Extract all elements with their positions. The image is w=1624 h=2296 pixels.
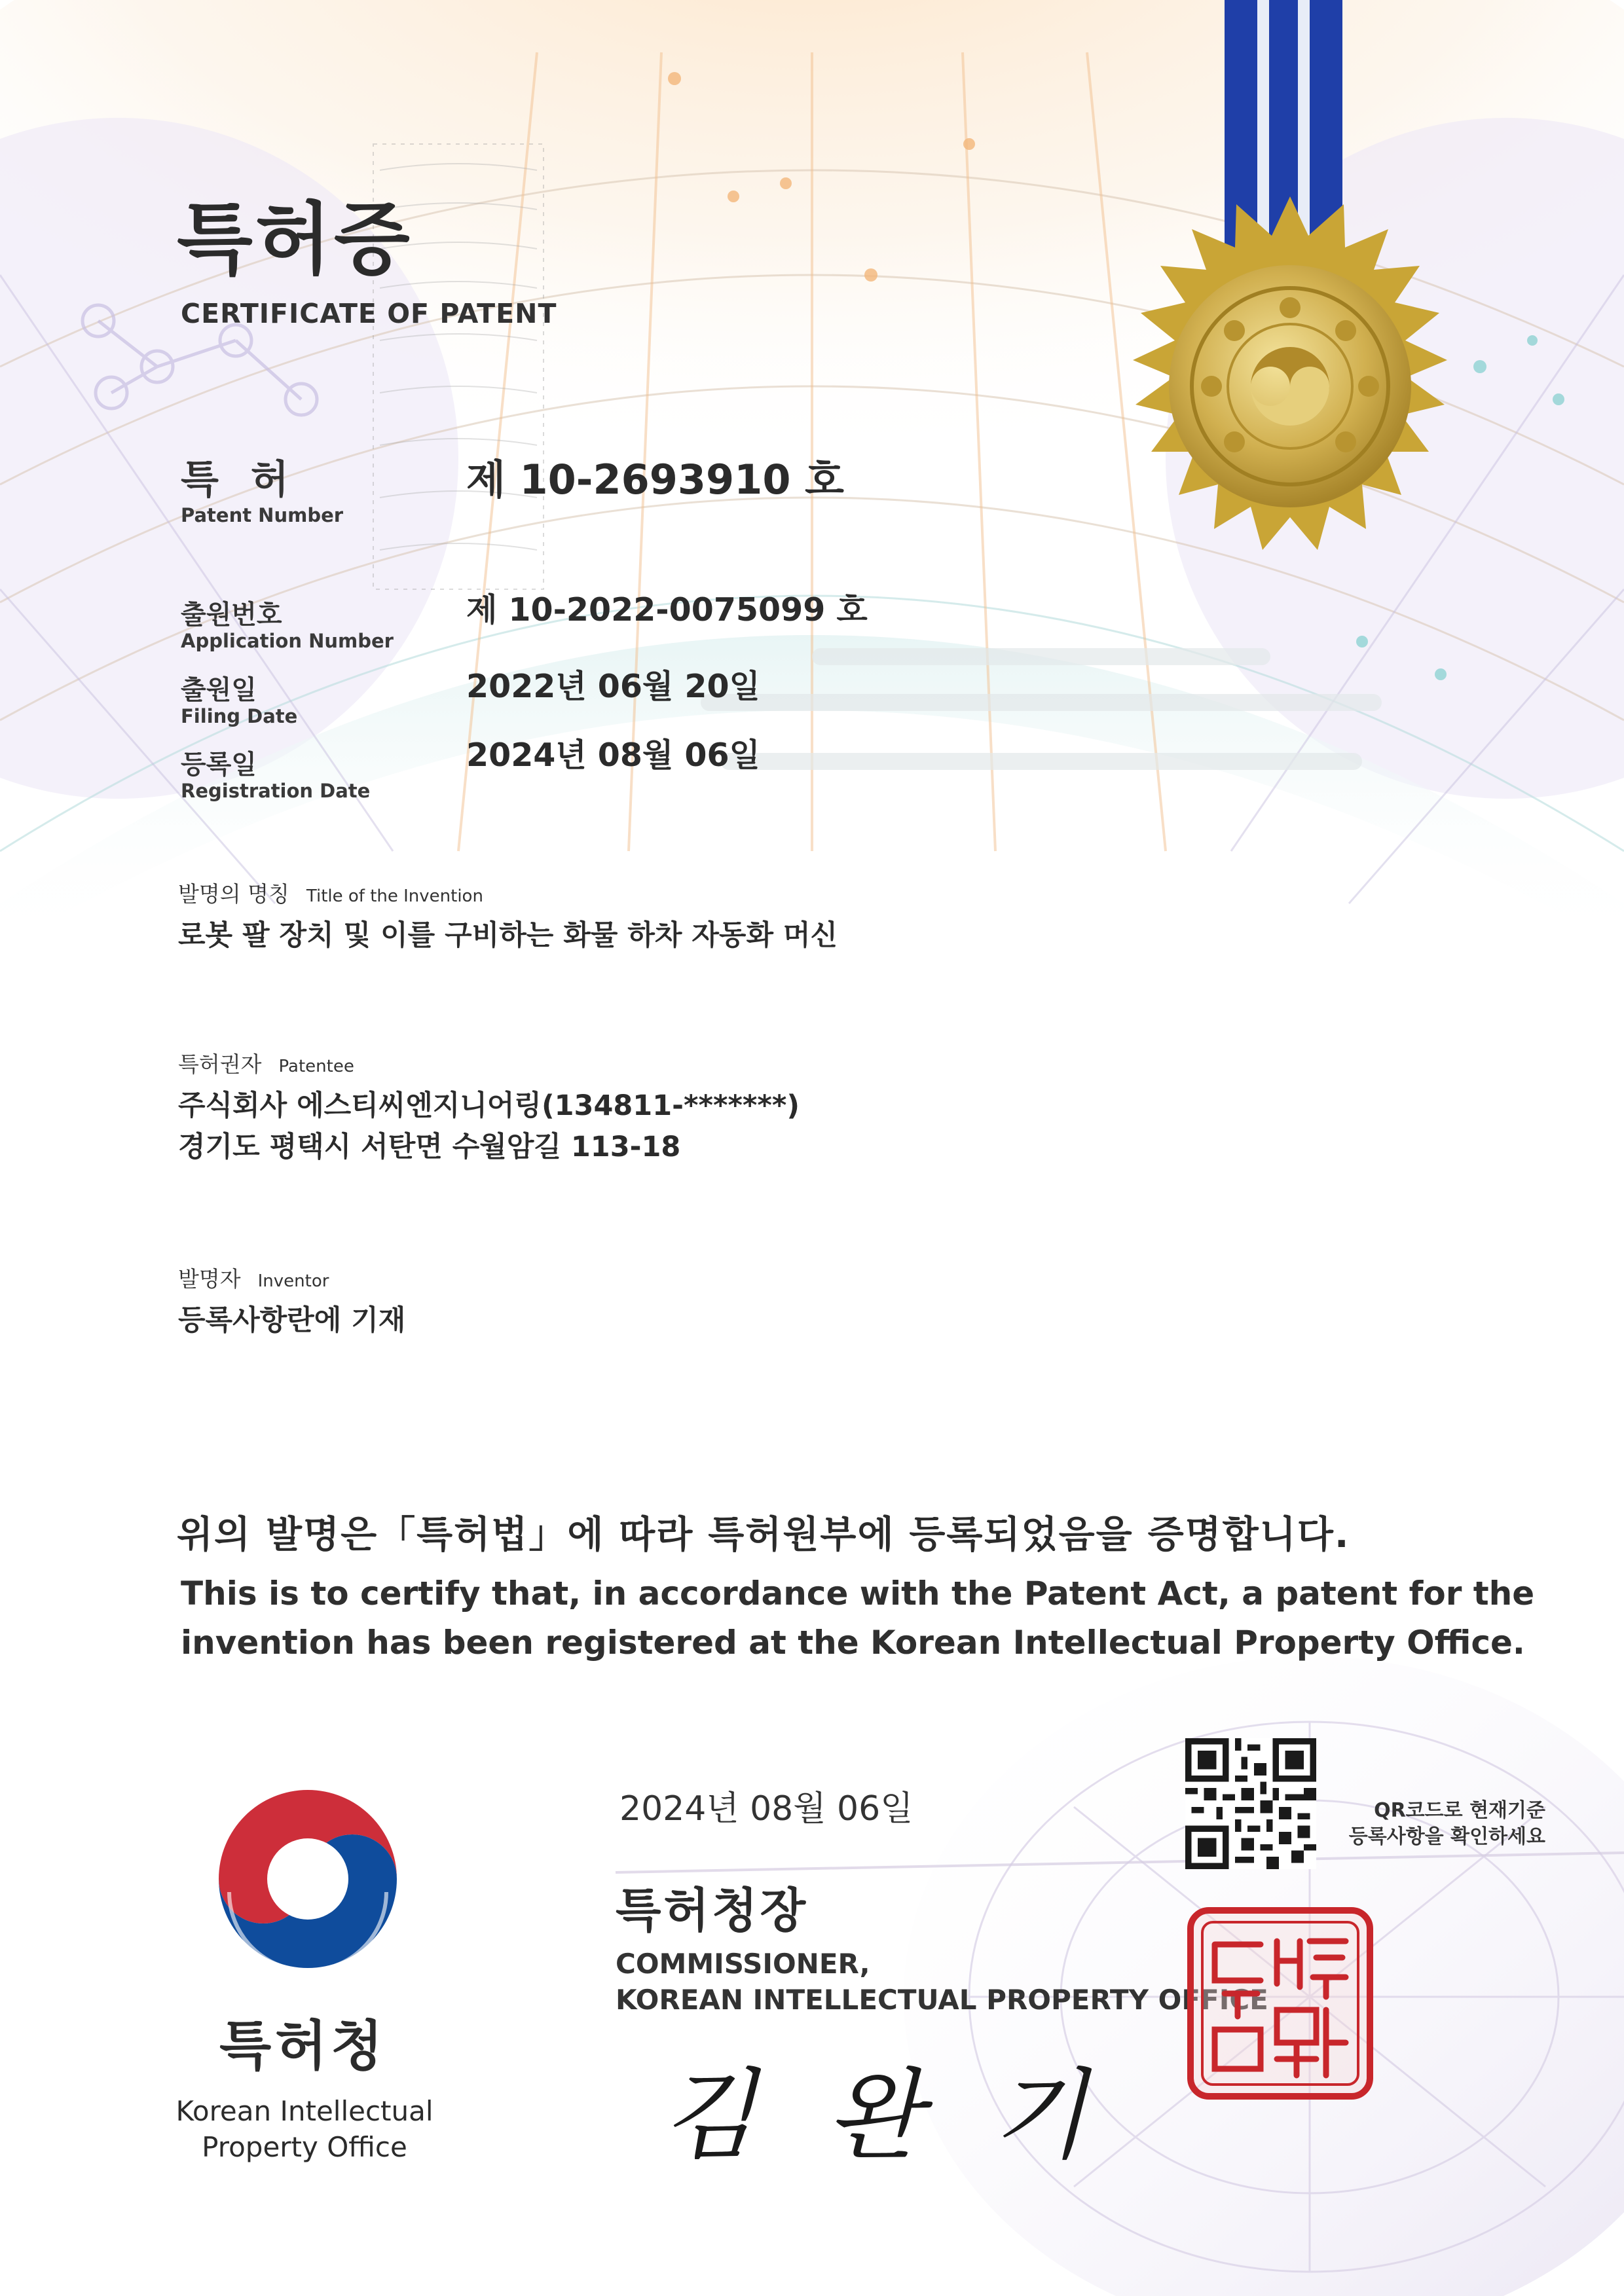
office-name-ko: 특허청 <box>219 2015 387 2077</box>
issue-date: 2024년 08월 06일 <box>619 1789 913 1829</box>
certification-statement-ko: 위의 발명은「특허법」에 따라 특허원부에 등록되었음을 증명합니다. <box>177 1513 1350 1556</box>
invention-label-en: Title of the Invention <box>306 886 483 906</box>
invention-label <box>178 877 483 908</box>
application-number-value: 제 10-2022-0075099 호 <box>466 591 868 629</box>
gold-seal-emblem <box>1061 0 1519 589</box>
certification-statement-en-line2: invention has been registered at the Korean Intellectual Property Office. <box>181 1624 1525 1662</box>
qr-code-note-line2: 등록사항을 확인하세요 <box>1348 1825 1545 1848</box>
patent-number-label-ko: 특 허 <box>181 457 298 503</box>
filing-date-label-ko: 출원일 <box>181 675 257 705</box>
office-name-en-line1: Korean Intellectual <box>175 2095 434 2127</box>
taegeuk-emblem-icon <box>210 1781 406 1977</box>
commissioner-title-en-line1: COMMISSIONER, <box>616 1948 870 1980</box>
certificate-title-ko: 특허증 <box>177 194 413 285</box>
patent-number-label-en: Patent Number <box>181 504 344 526</box>
qr-code-note-line1: QR코드로 현재기준 <box>1374 1799 1545 1822</box>
inventor-label <box>178 1262 329 1293</box>
patentee-name-value: 주식회사 에스티씨엔지니어링(134811-*******) <box>178 1089 800 1122</box>
patentee-address-value: 경기도 평택시 서탄면 수월암길 113-18 <box>178 1131 681 1163</box>
patentee-label-ko: 특허권자 <box>178 1051 262 1077</box>
invention-title-value: 로봇 팔 장치 및 이를 구비하는 화물 하차 자동화 머신 <box>178 919 838 952</box>
registration-date-label-en: Registration Date <box>181 780 371 802</box>
office-name-en-line2: Property Office <box>202 2131 407 2163</box>
official-red-stamp <box>1185 1905 1375 2102</box>
patentee-label <box>178 1048 354 1078</box>
certification-statement-en-line1: This is to certify that, in accordance with the Patent Act, a patent for the <box>181 1575 1535 1613</box>
application-number-label-ko: 출원번호 <box>181 600 282 630</box>
certificate-title-en: CERTIFICATE OF PATENT <box>181 298 557 329</box>
inventor-label-ko: 발명자 <box>178 1266 241 1292</box>
commissioner-signature: 김 완 기 <box>661 2059 1107 2173</box>
application-number-label-en: Application Number <box>181 630 394 652</box>
inventor-label-en: Inventor <box>257 1271 329 1291</box>
filing-date-value: 2022년 06월 20일 <box>466 668 760 705</box>
patent-number-value: 제 10-2693910 호 <box>466 456 844 503</box>
patentee-label-en: Patentee <box>278 1057 354 1076</box>
registration-date-label-ko: 등록일 <box>181 750 257 780</box>
invention-label-ko: 발명의 명칭 <box>178 881 289 907</box>
filing-date-label-en: Filing Date <box>181 705 298 727</box>
commissioner-title-ko: 특허청장 <box>616 1883 809 1938</box>
inventor-value: 등록사항란에 기재 <box>178 1304 406 1337</box>
registration-date-value: 2024년 08월 06일 <box>466 737 760 774</box>
commissioner-title-en-line2: KOREAN INTELLECTUAL PROPERTY OFFICE <box>616 1984 1268 2016</box>
qr-code <box>1185 1738 1316 1869</box>
